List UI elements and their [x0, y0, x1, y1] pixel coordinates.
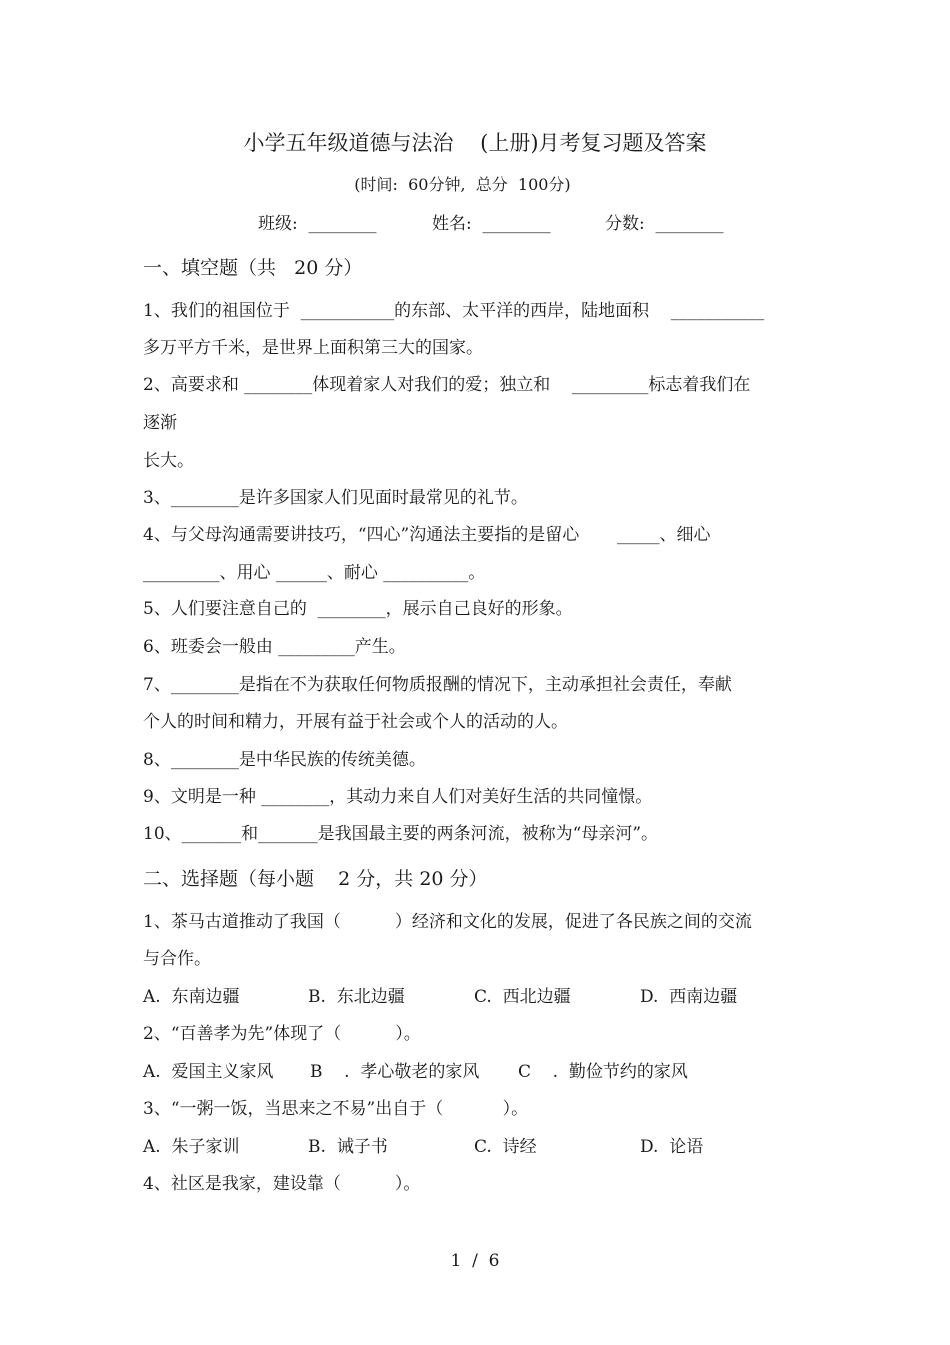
question-line: 3、________是许多国家人们见面时最常见的礼节。 — [143, 488, 528, 508]
question-line: 2、“百善孝为先”体现了（ ）。 — [143, 1024, 421, 1044]
option-a: A. 朱子家训 — [143, 1137, 240, 1157]
question-line: 4、社区是我家，建设靠（ ）。 — [143, 1174, 421, 1194]
question-line: 逐渐 — [143, 413, 177, 433]
question-line: 8、________是中华民族的传统美德。 — [143, 750, 426, 770]
question-line: 与合作。 — [143, 949, 211, 969]
option-d: D. 论语 — [640, 1137, 704, 1157]
question-line: 2、高要求和 ________体现着家人对我们的爱；独立和 _________标志着我们在 — [143, 375, 751, 395]
option-b: B. 东北边疆 — [308, 987, 405, 1007]
option-c: C. 诗经 — [474, 1137, 537, 1157]
question-line: 多万平方千米，是世界上面积第三大的国家。 — [143, 338, 483, 358]
option-c: C . 勤俭节约的家风 — [518, 1062, 688, 1082]
score-field: 分数: ________ — [605, 214, 724, 234]
question-line: _________、用心 ______、耐心 __________。 — [143, 563, 486, 583]
question-line: 1、茶马古道推动了我国（ ）经济和文化的发展，促进了各民族之间的交流 — [143, 912, 752, 932]
option-c: C. 西北边疆 — [474, 987, 571, 1007]
option-d: D. 西南边疆 — [640, 987, 738, 1007]
option-a: A. 爱国主义家风 — [143, 1062, 274, 1082]
section-heading-multiple-choice: 二、选择题（每小题 2 分，共 20 分） — [143, 868, 488, 890]
question-line: 5、人们要注意自己的 ________，展示自己良好的形象。 — [143, 599, 573, 619]
option-a: A. 东南边疆 — [143, 987, 240, 1007]
page-title: 小学五年级道德与法治 (上册)月考复习题及答案 — [243, 131, 707, 155]
name-field: 姓名: ________ — [432, 214, 551, 234]
question-line: 7、________是指在不为获取任何物质报酬的情况下，主动承担社会责任，奉献 — [143, 675, 732, 695]
option-b: B. 诫子书 — [308, 1137, 388, 1157]
question-line: 3、“一粥一饭，当思来之不易”出自于（ ）。 — [143, 1099, 529, 1119]
question-line: 9、文明是一种 ________，其动力来自人们对美好生活的共同憧憬。 — [143, 787, 653, 807]
class-field: 班级: ________ — [258, 214, 377, 234]
question-line: 个人的时间和精力，开展有益于社会或个人的活动的人。 — [143, 712, 568, 732]
question-line: 10、_______和_______是我国最主要的两条河流，被称为“母亲河”。 — [143, 824, 659, 844]
exam-subtitle: (时间: 60分钟, 总分 100分) — [354, 175, 571, 194]
question-line: 4、与父母沟通需要讲技巧，“四心”沟通法主要指的是留心 _____、细心 — [143, 525, 711, 545]
section-heading-fill-blank: 一、填空题（共 20 分） — [143, 257, 363, 279]
question-line: 1、我们的祖国位于 ___________的东部、太平洋的西岸，陆地面积 ___________ — [143, 301, 765, 321]
question-line: 长大。 — [143, 451, 194, 471]
question-line: 6、班委会一般由 _________产生。 — [143, 637, 406, 657]
option-b: B . 孝心敬老的家风 — [310, 1062, 480, 1082]
page-number: 1 / 6 — [450, 1251, 500, 1271]
